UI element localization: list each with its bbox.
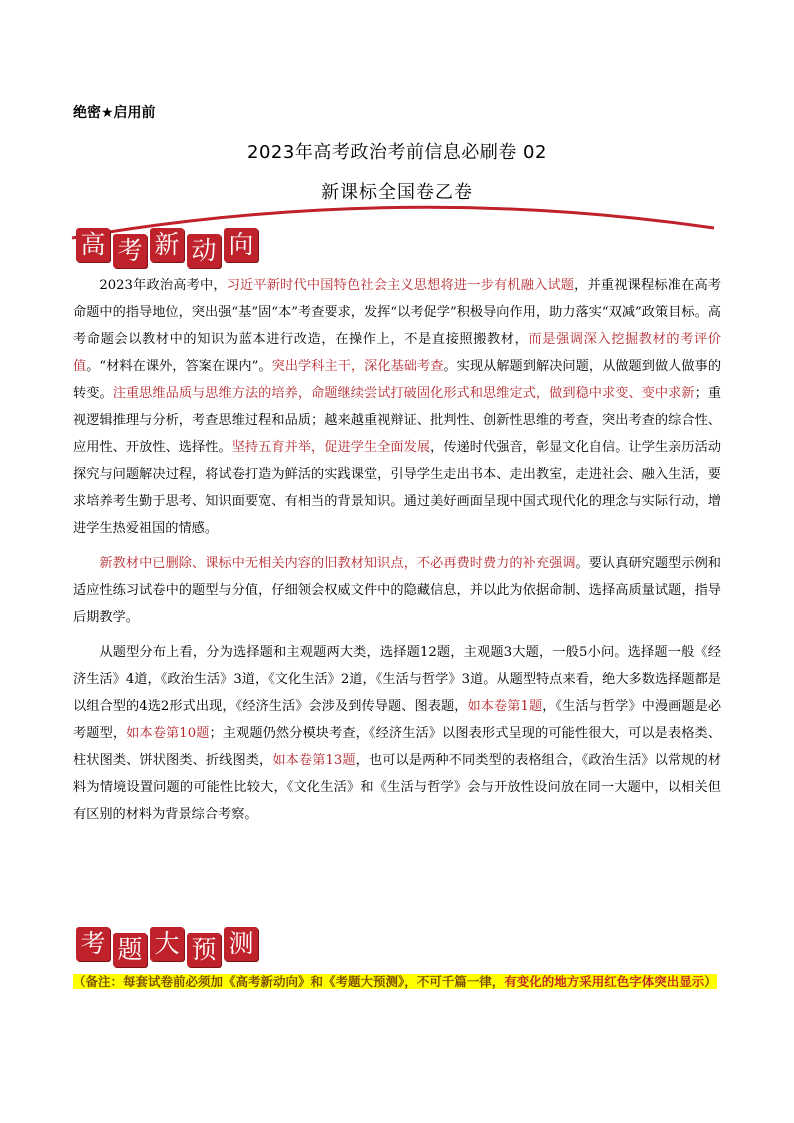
main-body (73, 272, 721, 828)
text-run: ，并重视课程标准在高考命题中的指导地位，突出强“基”固“本”考查要求，发挥“以考促学”积极导向作用，助力落实“双减”政策目标。高考命题会以教材中的知识为蓝本进行改造，在操作上，不是直接照搬教材， (73, 278, 722, 347)
highlight-run: 注重思维品质与思维方法的培养，命题继续尝试打破固化形式和思维定式，做到稳中求变、变中求新 (112, 386, 695, 401)
highlight-run: 习近平新时代中国特色社会主义思想将进一步有机融入试题 (226, 278, 575, 293)
banner-char: 预 (187, 933, 221, 967)
highlight-run: 而是强调深入挖掘教材的考评价值 (73, 332, 721, 374)
text-run: ；主观题仍然分模块考查，《经济生活》以图表形式呈现的可能性很大，可以是表格类、柱状图类、饼状图类、折线图类， (73, 726, 722, 768)
banner-char: 动 (187, 234, 221, 268)
banner-char: 考 (76, 927, 110, 961)
banner-char: 考 (113, 234, 147, 268)
note-emphasis: 有变化的地方采用红色字体突出显示 (504, 974, 705, 989)
exam-title: 2023年高考政治考前信息必刷卷 02 (247, 142, 547, 163)
paragraph-question-types (73, 639, 721, 828)
banner-char: 测 (224, 927, 258, 961)
highlight-run: 新教材中已删除、课标中无相关内容的旧教材知识点，不必再费时费力的补充强调 (99, 556, 576, 571)
banner-char: 新 (150, 228, 184, 262)
note-text: （备注：每套试卷前必须加《高考新动向》和《考题大预测》，不可千篇一律， (73, 974, 505, 989)
banner-char: 题 (113, 933, 147, 967)
highlight-run: 如本卷第1题 (467, 699, 543, 714)
highlight-run: 如本卷第10题 (126, 726, 210, 741)
text-run: ，《生活与哲学》中漫画题是必考题型， (73, 699, 722, 741)
secret-label: 绝密★启用前 (73, 105, 156, 121)
paragraph-new-textbook (73, 550, 721, 631)
note-text: ） (704, 974, 717, 989)
text-run: 。实现从解题到解决问题，从做题到做人做事的转变。 (73, 359, 722, 401)
banner-kaoti-dayuce (76, 927, 258, 967)
highlight-run: 坚持五育并举，促进学生全面发展 (231, 440, 431, 455)
exam-subtitle: 新课标全国卷乙卷 (321, 182, 473, 203)
text-run: 。“材料在课外，答案在课内”。 (86, 359, 272, 374)
text-run: ；重视逻辑推理与分析，考查思维过程和品质；越来越重视辩证、批判性、创新性思维的考查，突出考查的综合性、应用性、开放性、选择性。 (73, 386, 722, 455)
banner-gaokao-xindongxiang (76, 228, 258, 268)
banner-char: 高 (76, 228, 110, 262)
text-run: 2023年政治高考中， (99, 278, 227, 293)
paragraph-trends (73, 272, 721, 542)
text-run: 从题型分布上看，分为选择题和主观题两大类，选择题12题，主观题3大题，一般5小问。选择题一般《经济生活》4道，《政治生活》3道，《文化生活》2道，《生活与哲学》3道。从题型特点来看，绝大多数选择题都是以组合型的4选2形式出现，《经济生活》会涉及到传导题、图表题， (73, 645, 721, 714)
highlight-run: 如本卷第13题 (272, 753, 356, 768)
banner-char: 向 (224, 228, 258, 262)
text-run: 。要认真研究题型示例和适应性练习试卷中的题型与分值，仔细领会权威文件中的隐藏信息，并以此为依据命制、选择高质量试题，指导后期教学。 (73, 556, 721, 625)
highlight-run: 突出学科主干，深化基础考查 (271, 359, 444, 374)
text-run: ，传递时代强音，彰显文化自信。让学生亲历活动探究与问题解决过程，将试卷打造为鲜活的实践课堂，引导学生走出书本、走出教室，走进社会、融入生活，要求培养考生勤于思考、知识面要宽、有相当的背景知识。通过美好画面呈现中国式现代化的理念与实际行动，增进学生热爱祖国的情感。 (73, 440, 722, 536)
text-run: ，也可以是两种不同类型的表格组合，《政治生活》以常规的材料为情境设置问题的可能性比较大，《文化生活》和《生活与哲学》会与开放性设问放在同一大题中，以相关但有区别的材料为背景综合考察。 (73, 753, 722, 822)
editor-note (73, 971, 721, 993)
banner-char: 大 (150, 927, 184, 961)
